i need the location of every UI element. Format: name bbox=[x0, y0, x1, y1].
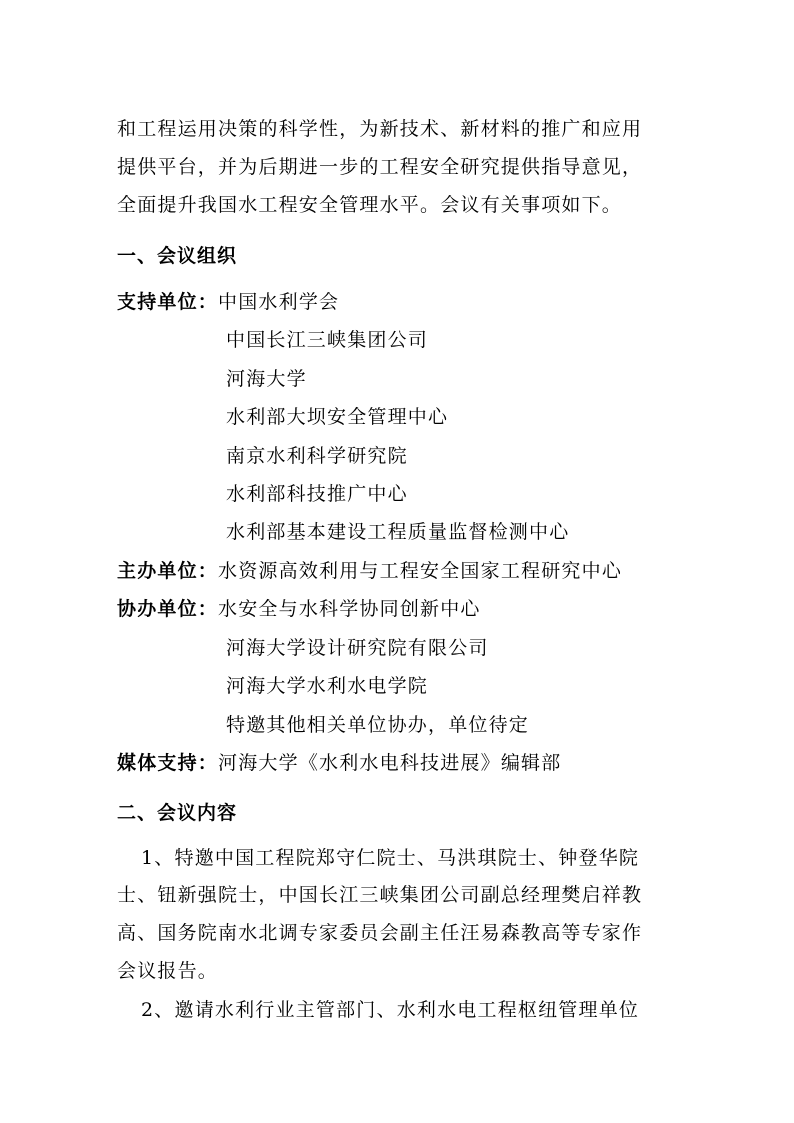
support-unit-item: 水利部基本建设工程质量监督检测中心 bbox=[226, 521, 570, 543]
co-unit-item: 水安全与水科学协同创新中心 bbox=[218, 598, 481, 620]
co-unit-item: 河海大学设计研究院有限公司 bbox=[226, 637, 489, 659]
content-para1-line-4: 会议报告。 bbox=[117, 960, 219, 982]
content-para1-line-3: 高、国务院南水北调专家委员会副主任汪易森教高等专家作 bbox=[117, 922, 643, 944]
media-support-label: 媒体支持： bbox=[117, 752, 219, 774]
host-unit-label: 主办单位： bbox=[117, 560, 219, 582]
host-unit-row bbox=[117, 559, 622, 583]
support-unit-item: 水利部科技推广中心 bbox=[226, 483, 408, 505]
co-unit-item: 河海大学水利水电学院 bbox=[226, 675, 429, 697]
support-unit-item: 水利部大坝安全管理中心 bbox=[226, 406, 449, 428]
host-unit-item: 水资源高效利用与工程安全国家工程研究中心 bbox=[218, 560, 623, 582]
support-unit-item: 中国水利学会 bbox=[218, 291, 340, 313]
media-support-item: 河海大学《水利水电科技进展》编辑部 bbox=[218, 752, 562, 774]
content-para1-line-1: 1、特邀中国工程院郑守仁院士、马洪琪院士、钟登华院 bbox=[141, 847, 640, 869]
intro-line-1: 和工程运用决策的科学性，为新技术、新材料的推广和应用 bbox=[117, 118, 643, 140]
content-para1-line-2: 士、钮新强院士，中国长江三峡集团公司副总经理樊启祥教 bbox=[117, 884, 643, 906]
support-units-label: 支持单位： bbox=[117, 291, 219, 313]
intro-line-2: 提供平台，并为后期进一步的工程安全研究提供指导意见， bbox=[117, 156, 643, 178]
content-para2-line-1: 2、邀请水利行业主管部门、水利水电工程枢纽管理单位 bbox=[141, 999, 640, 1021]
media-support-row bbox=[117, 751, 561, 775]
support-unit-item: 南京水利科学研究院 bbox=[226, 445, 408, 467]
co-unit-item: 特邀其他相关单位协办，单位待定 bbox=[226, 714, 530, 736]
section-heading-content: 二、会议内容 bbox=[117, 802, 238, 824]
intro-line-3: 全面提升我国水工程安全管理水平。会议有关事项如下。 bbox=[117, 194, 623, 216]
section-heading-organization: 一、会议组织 bbox=[117, 245, 238, 267]
support-unit-item: 河海大学 bbox=[226, 368, 307, 390]
support-units-row bbox=[117, 290, 339, 314]
support-unit-item: 中国长江三峡集团公司 bbox=[226, 329, 429, 351]
co-units-row bbox=[117, 597, 481, 621]
co-units-label: 协办单位： bbox=[117, 598, 219, 620]
